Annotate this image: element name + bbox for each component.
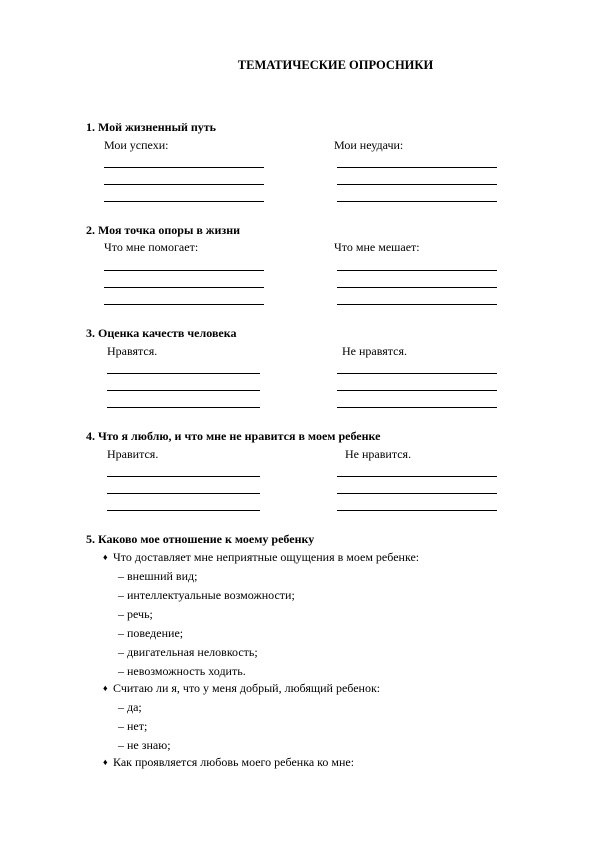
diamond-bullet-icon: ♦	[103, 683, 108, 693]
section-1-right-label: Мои неудачи:	[334, 138, 404, 152]
answer-line[interactable]	[107, 476, 260, 477]
answer-line[interactable]	[337, 510, 497, 511]
answer-line[interactable]	[107, 510, 260, 511]
answer-line[interactable]	[104, 184, 264, 185]
answer-line[interactable]	[107, 373, 260, 374]
answer-line[interactable]	[337, 476, 497, 477]
answer-line[interactable]	[337, 373, 497, 374]
section-3-left-label: Нравятся.	[107, 344, 158, 358]
section-1-left-label: Мои успехи:	[104, 138, 169, 152]
option-item: – внешний вид;	[118, 569, 198, 583]
answer-line[interactable]	[337, 201, 497, 202]
answer-line[interactable]	[337, 493, 497, 494]
diamond-bullet-icon: ♦	[103, 552, 108, 562]
question-item	[103, 681, 380, 696]
answer-line[interactable]	[107, 493, 260, 494]
answer-line[interactable]	[107, 407, 260, 408]
answer-line[interactable]	[337, 167, 497, 168]
section-4-right-label: Не нравится.	[345, 447, 412, 461]
section-2-right-label: Что мне мешает:	[334, 240, 420, 254]
option-item: – да;	[118, 700, 142, 714]
answer-line[interactable]	[337, 407, 497, 408]
section-3-right-label: Не нравятся.	[342, 344, 408, 358]
section-1-title: 1. Мой жизненный путь	[86, 120, 217, 134]
option-item: – речь;	[118, 607, 153, 621]
answer-line[interactable]	[104, 201, 264, 202]
answer-line[interactable]	[104, 287, 264, 288]
section-2-title: 2. Моя точка опоры в жизни	[86, 223, 241, 237]
answer-line[interactable]	[337, 390, 497, 391]
section-4-title: 4. Что я люблю, и что мне не нравится в моем ребенке	[86, 429, 381, 443]
question-item	[103, 755, 354, 770]
answer-line[interactable]	[337, 304, 497, 305]
page-title: ТЕМАТИЧЕСКИЕ ОПРОСНИКИ	[237, 58, 434, 72]
section-5-title: 5. Каково мое отношение к моему ребенку	[86, 532, 315, 546]
answer-line[interactable]	[337, 287, 497, 288]
answer-line[interactable]	[337, 184, 497, 185]
question-text: Как проявляется любовь моего ребенка ко мне:	[113, 755, 355, 769]
question-item	[103, 550, 419, 565]
option-item: – не знаю;	[118, 738, 171, 752]
answer-line[interactable]	[337, 270, 497, 271]
diamond-bullet-icon: ♦	[103, 757, 108, 767]
answer-line[interactable]	[104, 270, 264, 271]
option-item: – невозможность ходить.	[118, 664, 246, 678]
option-item: – интеллектуальные возможности;	[118, 588, 295, 602]
option-item: – двигательная неловкость;	[118, 645, 258, 659]
question-text: Считаю ли я, что у меня добрый, любящий ребенок:	[113, 681, 381, 695]
section-3-title: 3. Оценка качеств человека	[86, 326, 237, 340]
answer-line[interactable]	[104, 304, 264, 305]
option-item: – поведение;	[118, 626, 184, 640]
section-4-left-label: Нравится.	[107, 447, 159, 461]
answer-line[interactable]	[104, 167, 264, 168]
option-item: – нет;	[118, 719, 148, 733]
section-2-left-label: Что мне помогает:	[104, 240, 199, 254]
question-text: Что доставляет мне неприятные ощущения в моем ребенке:	[113, 550, 420, 564]
answer-line[interactable]	[107, 390, 260, 391]
